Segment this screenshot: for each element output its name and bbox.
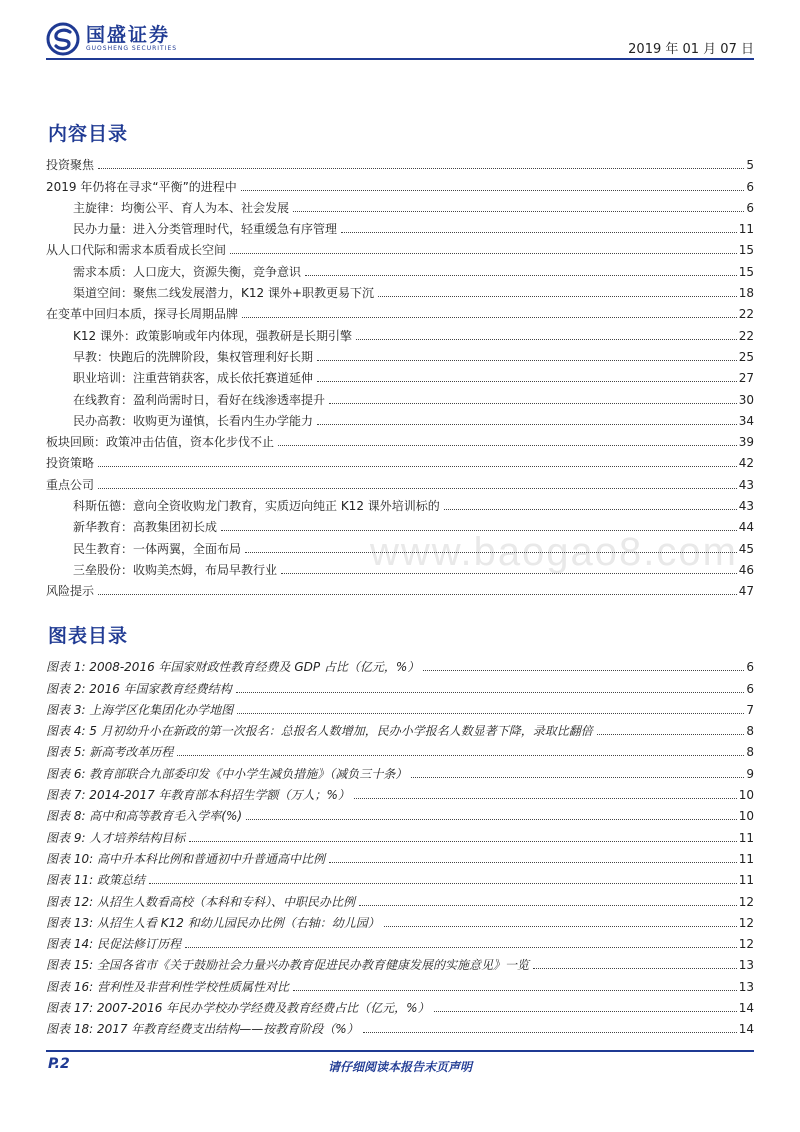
dot-leader	[185, 947, 737, 948]
toc-entry-page: 22	[738, 328, 754, 343]
figure-entry-title: 图表 13: 从招生人看 K12 和幼儿园民办比例（右轴：幼儿园）	[46, 915, 380, 930]
toc-entry-page: 11	[738, 222, 754, 237]
toc-entry-page: 30	[738, 392, 754, 407]
figure-entry[interactable]	[46, 846, 754, 867]
dot-leader	[411, 777, 744, 778]
toc-entry-title: 需求本质：人口庞大，资源失衡，竞争意识	[73, 264, 302, 279]
dot-leader	[423, 670, 744, 671]
brand-name-cn: 国盛证券	[86, 24, 171, 46]
figure-entry[interactable]	[46, 995, 754, 1016]
dot-leader	[236, 692, 745, 693]
toc-entry[interactable]	[46, 301, 754, 322]
toc-entry[interactable]	[46, 365, 754, 386]
dot-leader	[278, 445, 737, 446]
toc-entry[interactable]	[46, 280, 754, 301]
figure-entry[interactable]	[46, 910, 754, 931]
toc-entry[interactable]	[46, 237, 754, 258]
toc-entry-title: K12 课外：政策影响或年内体现，强教研是长期引擎	[73, 328, 352, 343]
page-header	[46, 18, 754, 58]
toc-entry-page: 42	[738, 456, 754, 471]
dot-leader	[189, 841, 736, 842]
dot-leader	[149, 883, 737, 884]
figure-entry-page: 10	[738, 809, 754, 824]
figure-entry[interactable]	[46, 803, 754, 824]
toc-entry-page: 34	[738, 413, 754, 428]
figures-title: 图表目录	[48, 625, 129, 647]
figure-entry[interactable]	[46, 697, 754, 718]
figure-entry-page: 9	[746, 766, 754, 781]
figure-entry-page: 8	[746, 745, 754, 760]
figure-entry[interactable]	[46, 931, 754, 952]
figure-entry[interactable]	[46, 739, 754, 760]
toc-entry-page: 15	[738, 264, 754, 279]
figure-entry-title: 图表 7: 2014-2017 年教育部本科招生学额（万人；%）	[46, 788, 350, 803]
figure-entry-title: 图表 3: 上海学区化集团化办学地图	[46, 702, 234, 717]
figure-entry-title: 图表 12: 从招生人数看高校（本科和专科）、中职民办比例	[46, 894, 355, 909]
figure-entry[interactable]	[46, 824, 754, 845]
figure-entry[interactable]	[46, 973, 754, 994]
toc-entry-title: 科斯伍德：意向全资收购龙门教育，实质迈向纯正 K12 课外培训标的	[73, 499, 440, 514]
page-number: P.2	[48, 1056, 70, 1072]
footer-divider	[46, 1050, 754, 1052]
toc-entry-title: 投资策略	[46, 456, 95, 471]
figure-entry[interactable]	[46, 760, 754, 781]
toc-entry-page: 18	[738, 286, 754, 301]
toc-entry-page: 6	[746, 179, 754, 194]
figure-entry[interactable]	[46, 867, 754, 888]
figure-entry-page: 13	[738, 958, 754, 973]
toc-entry-title: 主旋律：均衡公平、育人为本、社会发展	[73, 200, 290, 215]
toc-entry-page: 47	[738, 584, 754, 599]
toc-entry[interactable]	[46, 493, 754, 514]
dot-leader	[434, 1011, 737, 1012]
figure-entry-page: 13	[738, 979, 754, 994]
toc-entry-page: 6	[746, 200, 754, 215]
dot-leader	[378, 296, 737, 297]
figure-entry-title: 图表 8: 高中和高等教育毛入学率(%)	[46, 809, 243, 824]
dot-leader	[341, 232, 737, 233]
toc-entry-title: 民生教育：一体两翼，全面布局	[73, 541, 242, 556]
dot-leader	[329, 403, 737, 404]
dot-leader	[305, 275, 737, 276]
figure-entry-page: 14	[738, 1022, 754, 1037]
figure-entry[interactable]	[46, 718, 754, 739]
toc-entry[interactable]	[46, 344, 754, 365]
toc-entry-page: 45	[738, 541, 754, 556]
toc-entry[interactable]	[46, 408, 754, 429]
figure-entry-page: 11	[738, 830, 754, 845]
figure-entry[interactable]	[46, 888, 754, 909]
figure-entry-page: 14	[738, 1001, 754, 1016]
figure-entry-page: 12	[738, 915, 754, 930]
list-of-figures	[46, 654, 754, 1037]
dot-leader	[329, 862, 737, 863]
dot-leader	[317, 424, 737, 425]
dot-leader	[444, 509, 737, 510]
toc-entry[interactable]	[46, 557, 754, 578]
figure-entry-title: 图表 17: 2007-2016 年民办学校办学经费及教育经费占比（亿元，%）	[46, 1001, 430, 1016]
figure-entry[interactable]	[46, 654, 754, 675]
dot-leader	[98, 488, 737, 489]
toc-title: 内容目录	[48, 123, 129, 145]
figure-entry-title: 图表 9: 人才培养结构目标	[46, 830, 186, 845]
dot-leader	[533, 968, 737, 969]
watermark: www.baogao8.com	[370, 530, 738, 574]
figure-entry[interactable]	[46, 675, 754, 696]
toc-entry-page: 27	[738, 371, 754, 386]
figure-entry[interactable]	[46, 1016, 754, 1037]
header-divider	[46, 58, 754, 60]
toc-entry[interactable]	[46, 258, 754, 279]
report-date: 2019 年 01 月 07 日	[628, 42, 754, 57]
toc-entry-title: 职业培训：注重营销获客，成长依托赛道延伸	[73, 371, 314, 386]
toc-entry[interactable]	[46, 535, 754, 556]
figure-entry-page: 6	[746, 681, 754, 696]
toc-entry-title: 在线教育：盈利尚需时日，看好在线渗透率提升	[73, 392, 326, 407]
toc-entry-page: 39	[738, 435, 754, 450]
dot-leader	[317, 381, 737, 382]
dot-leader	[293, 990, 737, 991]
table-of-contents	[46, 152, 754, 599]
dot-leader	[230, 253, 737, 254]
toc-entry-page: 22	[738, 307, 754, 322]
toc-entry[interactable]	[46, 173, 754, 194]
toc-entry[interactable]	[46, 216, 754, 237]
toc-entry[interactable]	[46, 386, 754, 407]
dot-leader	[221, 530, 737, 531]
figure-entry-page: 6	[746, 660, 754, 675]
toc-entry[interactable]	[46, 514, 754, 535]
toc-entry-title: 重点公司	[46, 477, 95, 492]
dot-leader	[384, 926, 737, 927]
toc-entry-page: 25	[738, 349, 754, 364]
figure-entry-page: 8	[746, 724, 754, 739]
figure-entry-title: 图表 10: 高中升本科比例和普通初中升普通高中比例	[46, 851, 325, 866]
figure-entry-title: 图表 18: 2017 年教育经费支出结构——按教育阶段（%）	[46, 1022, 359, 1037]
dot-leader	[363, 1032, 737, 1033]
toc-entry[interactable]	[46, 578, 754, 599]
figure-entry-page: 11	[738, 851, 754, 866]
figure-entry-title: 图表 1: 2008-2016 年国家财政性教育经费及 GDP 占比（亿元，%）	[46, 660, 420, 675]
toc-entry-title: 渠道空间：聚焦二线发展潜力，K12 课外+职教更易下沉	[73, 286, 375, 301]
figure-entry-title: 图表 14: 民促法修订历程	[46, 937, 181, 952]
toc-entry-title: 民办力量：进入分类管理时代，轻重缓急有序管理	[73, 222, 338, 237]
brand-logo	[46, 22, 177, 56]
dot-leader	[237, 713, 744, 714]
guosheng-logo-icon	[46, 22, 80, 56]
toc-entry-title: 2019 年仍将在寻求“平衡”的进程中	[46, 179, 237, 194]
toc-entry-title: 三垒股份：收购美杰姆，布局早教行业	[73, 562, 278, 577]
toc-entry[interactable]	[46, 322, 754, 343]
toc-entry-page: 15	[738, 243, 754, 258]
toc-entry-title: 在变革中回归本质，探寻长周期品牌	[46, 307, 239, 322]
figure-entry-page: 7	[746, 702, 754, 717]
toc-entry-title: 板块回顾：政策冲击估值，资本化步伐不止	[46, 435, 275, 450]
toc-entry[interactable]	[46, 471, 754, 492]
figure-entry-title: 图表 4: 5 月初幼升小在新政的第一次报名：总报名人数增加，民办小学报名人数显著下降，录取比翻倍	[46, 724, 593, 739]
dot-leader	[177, 755, 744, 756]
figure-entry-title: 图表 5: 新高考改革历程	[46, 745, 174, 760]
figure-entry-page: 11	[738, 873, 754, 888]
toc-entry-title: 从人口代际和需求本质看成长空间	[46, 243, 227, 258]
dot-leader	[359, 905, 737, 906]
toc-entry-page: 5	[746, 158, 754, 173]
footer-disclaimer: 请仔细阅读本报告末页声明	[327, 1060, 472, 1074]
toc-entry-title: 民办高教：收购更为谨慎，长看内生办学能力	[73, 413, 314, 428]
toc-entry[interactable]	[46, 450, 754, 471]
dot-leader	[246, 819, 737, 820]
figure-entry-page: 10	[738, 788, 754, 803]
dot-leader	[241, 190, 745, 191]
toc-entry-page: 43	[738, 477, 754, 492]
figure-entry[interactable]	[46, 952, 754, 973]
toc-entry-page: 43	[738, 499, 754, 514]
dot-leader	[356, 339, 737, 340]
toc-entry-page: 46	[738, 562, 754, 577]
figure-entry-page: 12	[738, 937, 754, 952]
dot-leader	[245, 552, 737, 553]
toc-entry-title: 新华教育：高教集团初长成	[73, 520, 218, 535]
toc-entry-title: 早教：快跑后的洗牌阶段，集权管理利好长期	[73, 349, 314, 364]
toc-entry[interactable]	[46, 195, 754, 216]
dot-leader	[281, 573, 737, 574]
figure-entry-page: 12	[738, 894, 754, 909]
toc-entry[interactable]	[46, 152, 754, 173]
dot-leader	[98, 466, 737, 467]
toc-entry[interactable]	[46, 429, 754, 450]
toc-entry-title: 风险提示	[46, 584, 95, 599]
dot-leader	[242, 317, 737, 318]
dot-leader	[597, 734, 745, 735]
dot-leader	[317, 360, 737, 361]
dot-leader	[354, 798, 737, 799]
dot-leader	[293, 211, 744, 212]
dot-leader	[98, 168, 744, 169]
toc-entry-page: 44	[738, 520, 754, 535]
figure-entry-title: 图表 2: 2016 年国家教育经费结构	[46, 681, 232, 696]
figure-entry-title: 图表 15: 全国各省市《关于鼓励社会力量兴办教育促进民办教育健康发展的实施意见》一览	[46, 958, 529, 973]
figure-entry-title: 图表 11: 政策总结	[46, 873, 145, 888]
figure-entry-title: 图表 6: 教育部联合九部委印发《中小学生减负措施》（减负三十条）	[46, 766, 408, 781]
toc-entry-title: 投资聚焦	[46, 158, 95, 173]
brand-name-en: GUOSHENG SECURITIES	[86, 45, 178, 52]
figure-entry[interactable]	[46, 782, 754, 803]
dot-leader	[98, 594, 737, 595]
figure-entry-title: 图表 16: 营利性及非营利性学校性质属性对比	[46, 979, 289, 994]
